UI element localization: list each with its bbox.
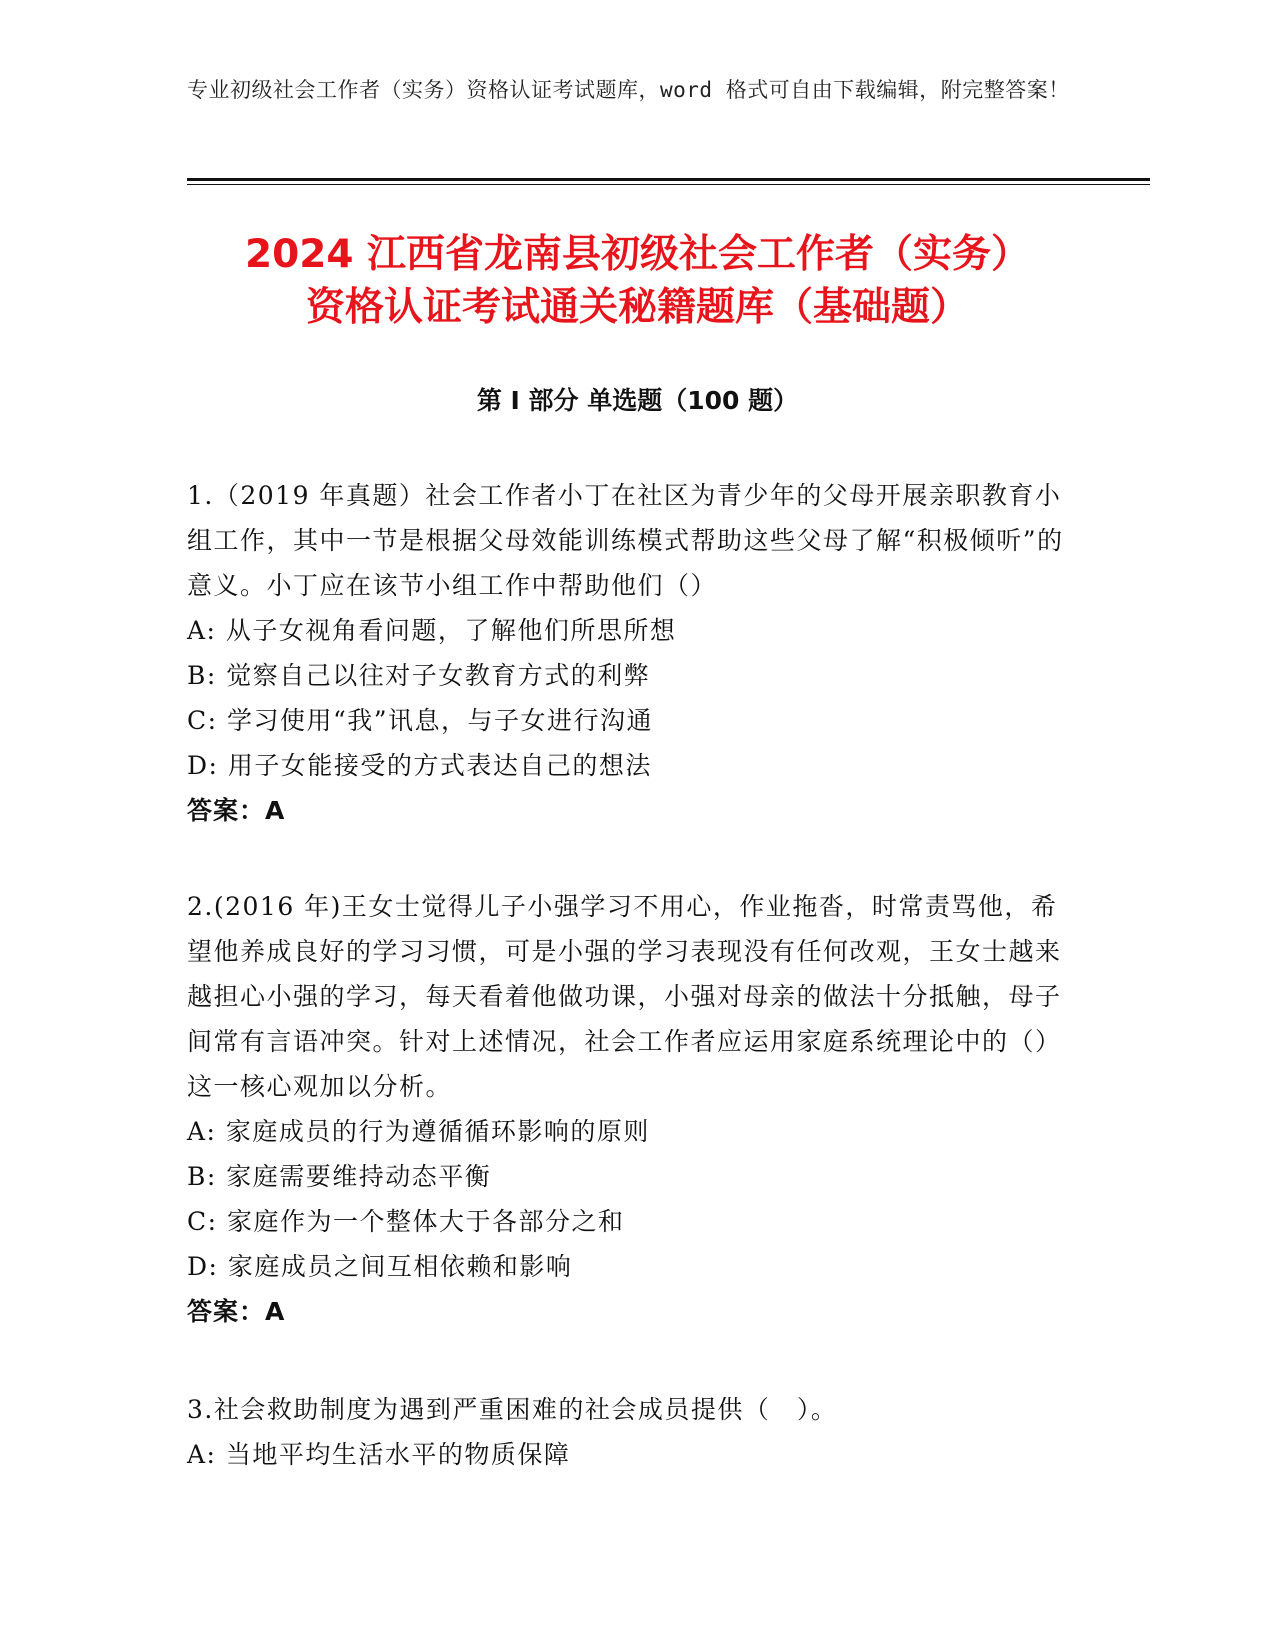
question-2-option-d: D: 家庭成员之间互相依赖和影响: [187, 1252, 573, 1281]
question-1-option-b: B: 觉察自己以往对子女教育方式的利弊: [187, 661, 651, 690]
question-2-option-c: C: 家庭作为一个整体大于各部分之和: [187, 1207, 625, 1236]
question-1-option-a: A: 从子女视角看问题，了解他们所思所想: [187, 616, 677, 645]
question-2-option-a: A: 家庭成员的行为遵循循环影响的原则: [187, 1117, 650, 1146]
document-title-line-1: 2024 江西省龙南县初级社会工作者（实务）: [244, 232, 1031, 277]
header-divider-thin: [187, 184, 1150, 185]
document-title-line-2: 资格认证考试通关秘籍题库（基础题）: [305, 285, 969, 330]
question-1-stem: 1.（2019 年真题）社会工作者小丁在社区为青少年的父母开展亲职教育小组工作，其中一节是根据父母效能训练模式帮助这些父母了解“积极倾听”的意义。小丁应在该节小组工作中帮助他们（）: [187, 481, 1064, 600]
question-1-option-d: D: 用子女能接受的方式表达自己的想法: [187, 751, 652, 780]
question-2-option-b: B: 家庭需要维持动态平衡: [187, 1162, 492, 1191]
question-2-answer: 答案：A: [187, 1297, 286, 1326]
question-3-option-a: A: 当地平均生活水平的物质保障: [187, 1440, 571, 1469]
header-divider-thick: [187, 178, 1150, 181]
question-3-stem: 3.社会救助制度为遇到严重困难的社会成员提供（ ）。: [187, 1395, 838, 1424]
document-title: [150, 228, 1125, 334]
question-2: [187, 884, 1067, 1334]
question-2-stem: 2.(2016 年)王女士觉得儿子小强学习不用心，作业拖沓，时常责骂他，希望他养成良好的学习习惯，可是小强的学习表现没有任何改观，王女士越来越担心小强的学习，每天看着他做功课，小强对母亲的做法十分抵触，母子间常有言语冲突。针对上述情况，社会工作者应运用家庭系统理论中的（）这一核心观加以分析。: [187, 892, 1062, 1101]
question-1-answer: 答案：A: [187, 796, 286, 825]
section-title: 第 I 部分 单选题（100 题）: [476, 386, 799, 415]
question-1-option-c: C: 学习使用“我”讯息，与子女进行沟通: [187, 706, 654, 735]
question-1: [187, 473, 1067, 833]
question-3: [187, 1387, 1067, 1477]
header-note: 专业初级社会工作者（实务）资格认证考试题库，word 格式可自由下载编辑，附完整答案！: [187, 78, 1070, 102]
